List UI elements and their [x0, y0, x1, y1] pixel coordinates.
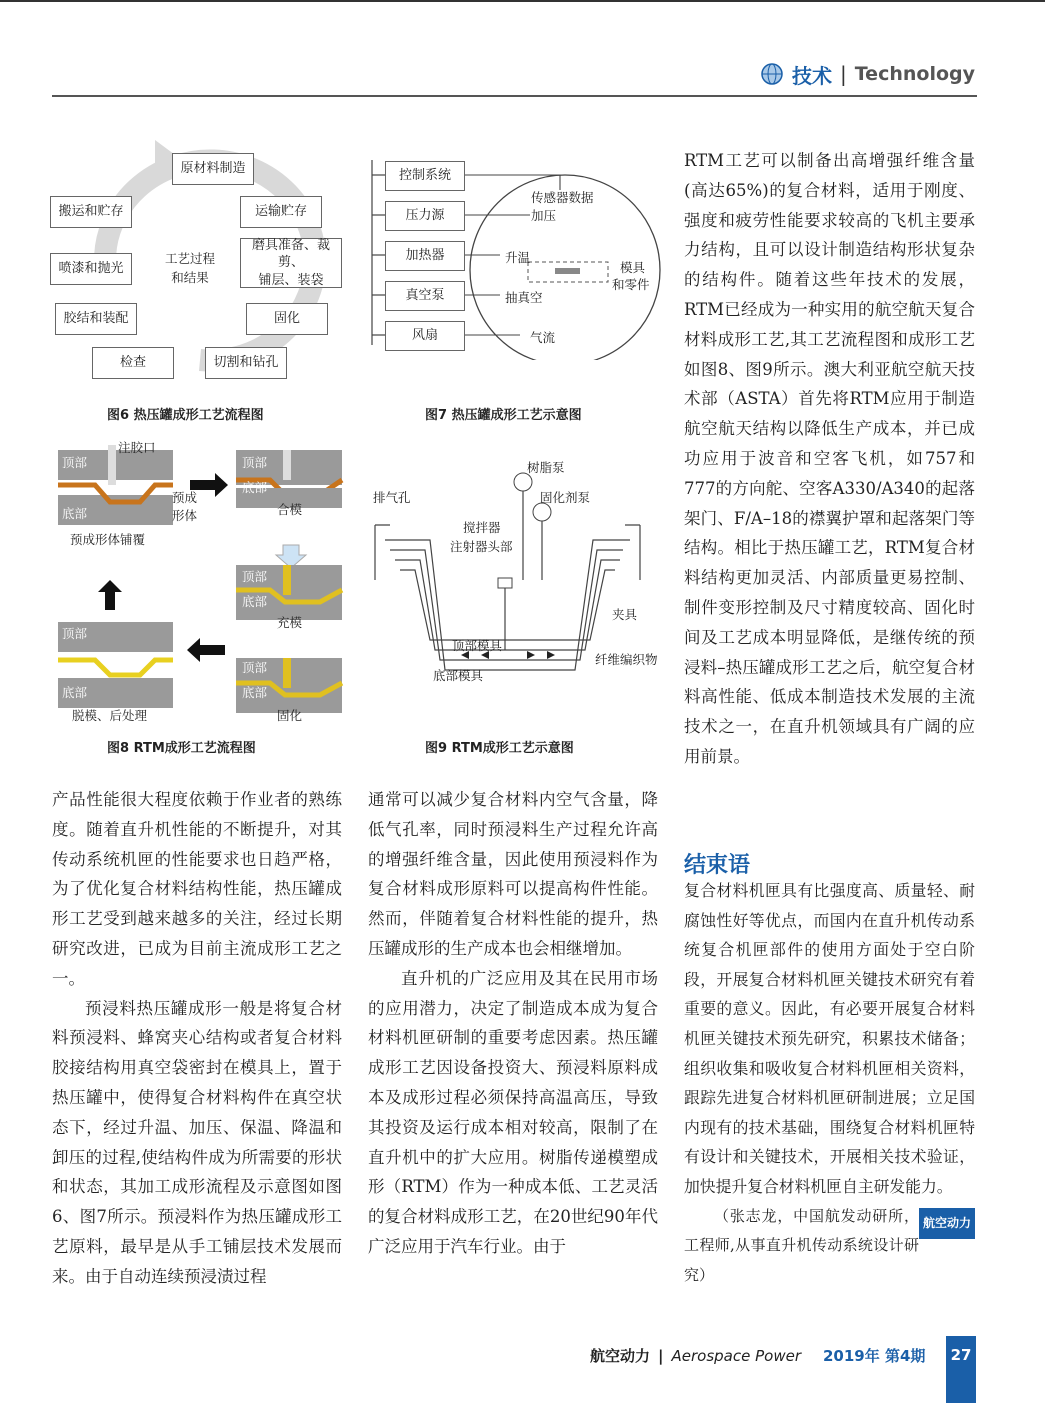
journal-badge: 航空动力: [919, 1208, 975, 1240]
paragraph: 通常可以减少复合材料内空气含量，降低气孔率，同时预浸料生产过程允许高的增强纤维含量，因此使用预浸料作为复合材料成形原料可以提高构件性能。然而，伴随着复合材料性能的提升，热压罐成形的生产成本也会相继增加。: [368, 790, 658, 958]
fig9-label: 纤维编织物: [595, 652, 658, 667]
author-note: （张志龙，中国航发动研所，工程师,从事直升机传动系统设计研究）: [684, 1206, 919, 1284]
fig7-source: 加热器: [385, 241, 465, 271]
fig9-label: 固化剂泵: [540, 490, 591, 505]
fig7-label: 传感器数据: [531, 190, 594, 205]
paragraph: 产品性能很大程度依赖于作业者的熟练度。随着直升机性能的不断提升，对其传动系统机匣的性能要求也日趋严格，为了优化复合材料结构性能，热压罐成形工艺受到越来越多的关注，经过长期研究改进，已成为目前主流成形工艺之一。: [52, 790, 342, 988]
conclusion-heading: 结束语: [684, 853, 751, 878]
fig7-source: 风扇: [385, 321, 465, 351]
fig6-step: 胶结和装配: [55, 303, 137, 335]
footer-journal-cn: 航空动力: [590, 1347, 651, 1365]
fig8-top-label: 顶部: [242, 660, 268, 675]
fig6-step: 磨具准备、裁剪、 铺层、装袋: [240, 238, 342, 288]
fig7-label: 和零件: [612, 277, 650, 292]
section-name-en: Technology: [854, 63, 975, 85]
fig9-label: 底部模具: [433, 668, 484, 683]
fig8-inlet-label: 注胶口: [118, 440, 156, 455]
fig8-preform-label: 形体: [172, 508, 198, 523]
page-number: 27: [946, 1336, 976, 1403]
fig9-label: 注射器头部: [450, 539, 513, 554]
fig6-step: 切割和钻孔: [205, 347, 287, 379]
fig8-top-label: 顶部: [62, 455, 88, 470]
fig8-caption: 图8 RTM成形工艺流程图: [107, 741, 256, 756]
fig8-step-label: 充模: [277, 615, 303, 630]
fig9-label: 树脂泵: [527, 460, 565, 475]
fig6-step: 搬运和贮存: [50, 196, 132, 228]
fig7-label: 加压: [531, 208, 557, 223]
fig7-label: 抽真空: [505, 290, 543, 305]
fig6-step: 运输贮存: [240, 196, 322, 228]
header-rule: [52, 95, 977, 97]
footer-issue: 2019年 第4期: [823, 1347, 926, 1365]
top-rule: [0, 0, 1045, 2]
globe-icon: [760, 62, 784, 86]
fig8-bottom-label: 底部: [242, 685, 268, 700]
footer-separator: |: [658, 1346, 664, 1365]
section-header: [760, 60, 975, 88]
paragraph: 直升机的广泛应用及其在民用市场的应用潜力，决定了制造成本成为复合材料机匣研制的重要考虑因素。热压罐成形工艺因设备投资大、预浸料原料成本及成形过程必须保持高温高压，导致其投资及运行成本相对较高，限制了在直升机中的扩大应用。树脂传递模塑成形（RTM）作为一种成本低、工艺灵活的复合材料成形工艺，在20世纪90年代广泛应用于汽车行业。由于: [368, 968, 658, 1256]
footer-journal-en: Aerospace Power: [671, 1346, 801, 1365]
footer: [590, 1345, 925, 1366]
fig7-label: 升温: [505, 250, 531, 265]
conclusion-body: 复合材料机匣具有比强度高、质量轻、耐腐蚀性好等优点，而国内在直升机传动系统复合机匣部件的使用方面处于空白阶段，开展复合材料机匣关键技术研究有着重要的意义。因此，有必要开展复合材料机匣关键技术预先研究，积累技术储备；组织收集和吸收复合材料机匣相关资料，跟踪先进复合材料机匣研制进展；立足国内现有的技术基础，围绕复合材料机匣特有设计和关键技术，开展相关技术验证，加快提升复合材料机匣自主研发能力。 航空动力: [684, 876, 975, 1202]
fig6-step: 原材料制造: [172, 153, 254, 185]
fig6-center-label: 工艺过程 和结果: [164, 251, 215, 285]
fig8-top-label: 顶部: [242, 455, 268, 470]
fig8-bottom-label: 底部: [242, 594, 268, 609]
column-3-bottom: [684, 876, 975, 1290]
fig8-preform-label: 预成: [172, 490, 198, 505]
column-3-top: [684, 146, 975, 772]
paragraph: 预浸料热压罐成形一般是将复合材料预浸料、蜂窝夹心结构或者复合材料胶接结构用真空袋密封在模具上，置于热压罐中，使得复合材料构件在真空状态下，经过升温、加压、保温、降温和卸压的过程,使结构件成为所需要的形状和状态，其加工成形流程及示意图如图6、图7所示。预浸料作为热压罐成形工艺原料，最早是从手工铺层技术发展而来。由于自动连续预浸渍过程: [52, 998, 342, 1286]
fig9-label: 搅拌器: [463, 520, 501, 535]
fig6-step: 检查: [92, 347, 174, 379]
fig8-step-label: 固化: [277, 708, 303, 723]
fig9-label: 夹具: [612, 607, 638, 622]
column-2: [368, 785, 658, 1262]
fig7-source: 真空泵: [385, 281, 465, 311]
fig8-top-label: 顶部: [242, 569, 268, 584]
fig6-step: 固化: [246, 303, 328, 335]
paragraph: RTM工艺可以制备出高增强纤维含量(高达65%)的复合材料，适用于刚度、强度和疲劳性能要求较高的飞机主要承力结构，且可以设计制造结构形状复杂的结构件。随着这些年技术的发展，RTM已经成为一种实用的航空航天复合材料成形工艺,其工艺流程图和成形工艺如图8、图9所示。澳大利亚航空航天技术部（ASTA）首先将RTM应用于制造航空航天结构以降低生产成本，并已成功应用于波音和空客飞机，如757和777的方向舵、空客A330/A340的起落架门、F/A–18的襟翼护罩和起落架门等结构。相比于热压罐工艺，RTM复合材料结构更加灵活、内部质量更易控制、制件变形控制及尺寸精度较高、固化时间及工艺成本明显降低，是继传统的预浸料–热压罐成形工艺之后，航空复合材料高性能、低成本制造技术发展的主流技术之一，在直升机领域具有广阔的应用前景。: [684, 151, 975, 766]
fig8-diagram: [50, 440, 350, 730]
fig8-top-label: 顶部: [62, 626, 88, 641]
fig9-label: 排气孔: [373, 490, 411, 505]
fig8-step-label: 合模: [277, 502, 303, 517]
fig7-label: 气流: [530, 330, 556, 345]
fig8-step-label: 预成形体铺覆: [70, 532, 146, 547]
fig7-source: 控制系统: [385, 161, 465, 191]
fig9-caption: 图9 RTM成形工艺示意图: [425, 741, 574, 756]
fig7-source: 压力源: [385, 201, 465, 231]
fig6-step: 喷漆和抛光: [50, 253, 132, 285]
fig7-label: 模具: [620, 260, 646, 275]
fig9-label: 顶部模具: [452, 638, 503, 653]
fig6-caption: 图6 热压罐成形工艺流程图: [107, 408, 264, 423]
header-separator: |: [840, 62, 847, 86]
fig8-bottom-label: 底部: [62, 506, 88, 521]
fig8-bottom-label: 底部: [242, 480, 268, 495]
fig8-step-label: 脱模、后处理: [72, 708, 148, 723]
fig8-bottom-label: 底部: [62, 685, 88, 700]
column-1: [52, 785, 342, 1292]
section-name-cn: 技术: [792, 63, 832, 88]
fig7-caption: 图7 热压罐成形工艺示意图: [425, 408, 582, 423]
